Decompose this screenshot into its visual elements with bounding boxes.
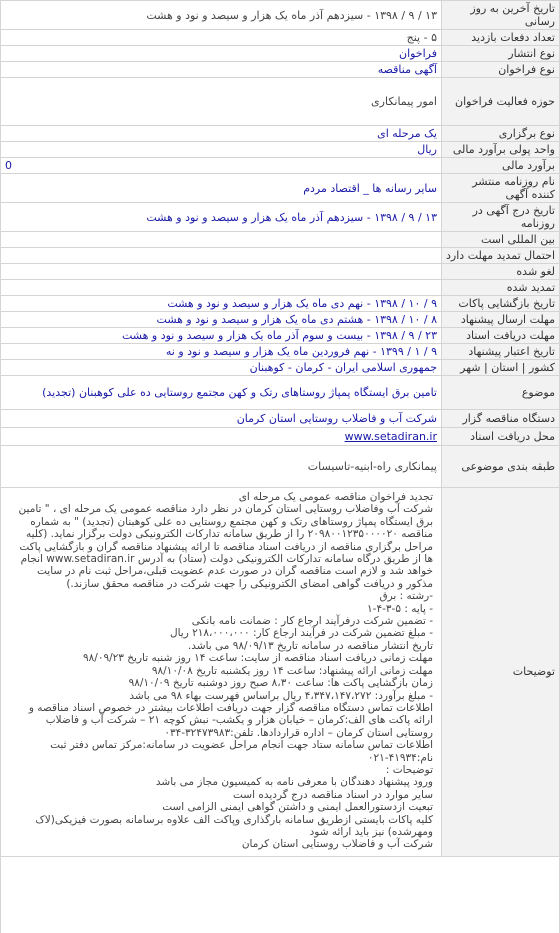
row-last-update — [1, 1, 560, 30]
label-docs-deadline: مهلت دریافت اسناد — [442, 328, 560, 344]
value-opening-date: ۹ / ۱۰ / ۱۳۹۸ - نهم دی ماه یک هزار و سیصد و نود و هشت — [1, 296, 442, 312]
row-opening-date — [1, 296, 560, 312]
label-description: توضیحات — [442, 488, 560, 857]
value-last-update: ۱۳ / ۹ / ۱۳۹۸ - سیزدهم آذر ماه یک هزار و سیصد و نود و هشت — [1, 1, 442, 30]
label-category: طبقه بندی موضوعی — [442, 446, 560, 488]
value-estimate: 0 — [1, 158, 442, 174]
row-description — [1, 488, 560, 857]
value-call-type: آگهی مناقصه — [1, 62, 442, 78]
row-activity-field — [1, 78, 560, 126]
value-extended — [1, 280, 442, 296]
row-call-type — [1, 62, 560, 78]
label-docs-location: محل دریافت اسناد — [442, 428, 560, 446]
value-international — [1, 232, 442, 248]
value-activity-field: امور پیمانکاری — [1, 78, 442, 126]
row-newspaper-date — [1, 203, 560, 232]
label-offer-validity: تاریخ اعتبار پیشنهاد — [442, 344, 560, 360]
label-estimate: برآورد مالی — [442, 158, 560, 174]
row-docs-location — [1, 428, 560, 446]
label-location: کشور | استان | شهر — [442, 360, 560, 376]
label-publish-type: نوع انتشار — [442, 46, 560, 62]
label-activity-field: حوزه فعالیت فراخوان — [442, 78, 560, 126]
description-text: تجدید فراخوان مناقصه عمومی یک مرحله ای شرکت آب وفاضلاب روستایی استان کرمان در نظر دارد مناقصه عمومی یک مرحله ای ، " تامین برق ایستگاه پمپاژ روستاهای رتک و کهن مجتمع روستایی ده علی کوهبنان (تجدید) " به شماره مناقصه ۲۰۹۸۰۰۱۲۳۵۰۰۰۰۲۰ را از طریق سامانه تدارکات الکترونیکی دولت برگزار نماید. (کلیه مراحل برگزاری مناقصه از دریافت اسناد مناقصه تا ارائه پیشنهاد مناقصه گران و بازگشایی پاکت ها از طریق درگاه سامانه تدارکات الکترونیکی دولت (ستاد) به آدرس www.setadiran.ir انجام خواهد شد و لازم است مناقصه گران در صورت عدم عضویت قبلی،مراحل ثبت نام در سایت مذکور و دریافت گواهی امضای الکترونیکی را جهت شرکت در مناقصه محقق سازند.) -رشته : برق - پایه : ۵-۳-۴-۱ - تضمین شرکت درفرآیند ارجاع کار : ضمانت نامه بانکی - مبلغ تضمین شرکت در فرآیند ارجاع کار: ۲۱۸،۰۰۰،۰۰۰ ریال تاریخ انتشار مناقصه در سامانه تاریخ ۹۸/۰۹/۱۳ می باشد. مهلت زمانی دریافت اسناد مناقصه از سایت: ساعت ۱۴ روز شنبه تاریخ ۹۸/۰۹/۲۳ مهلت زمانی ارائه پیشنهاد: ساعت ۱۴ روز یکشنبه تاریخ ۹۸/۱۰/۰۸ زمان بازگشایی پاکت ها: ساعت ۸،۳۰ صبح روز دوشنبه تاریخ ۹۸/۱۰/۰۹ - مبلغ برآورد: ۴،۳۴۷،۱۴۷،۲۷۲ ریال براساس فهرست بهاء ۹۸ می باشد اطلاعات تماس دستگاه مناقصه گزار جهت دریافت اطلاعات بیشتر در خصوص اسناد مناقصه و ارائه پاکت های الف:کرمان – خیابان هزار و یکشب- نبش کوچه ۲۱ – شرکت آب و فاضلاب روستایی استان کرمان – اداره قراردادها. تلفن:۳۲۴۷۳۹۸۳-۰۳۴ اطلاعات تماس سامانه ستاد جهت انجام مراحل عضویت در سامانه:مرکز تماس دفتر ثبت نام:۴۱۹۳۴-۰۲۱ توضیحات : ورود پیشنهاد دهندگان با معرفی نامه به کمیسیون مجاز می باشد سایر موارد در اسناد مناقصه درج گردیده است تبعیت ازدستورالعمل ایمنی و داشتن گواهی ایمنی الزامی است کلیه پاکات بایستی ازطریق سامانه بارگذاری وپاکت الف علاوه برسامانه بصورت فیزیکی(لاک ومهرشده) نیز باید ارائه شود شرکت آب و فاضلاب روستایی استان کرمان — [18, 491, 433, 851]
row-currency — [1, 142, 560, 158]
label-subject: موضوع — [442, 376, 560, 410]
blank-footer-area — [1, 856, 560, 933]
label-call-type: نوع فراخوان — [442, 62, 560, 78]
value-subject: تامین برق ایستگاه پمپاژ روستاهای رتک و کهن مجتمع روستایی ده علی کوهبنان (تجدید) — [1, 376, 442, 410]
row-docs-deadline — [1, 328, 560, 344]
row-blank — [1, 856, 560, 933]
value-cancelled — [1, 264, 442, 280]
label-newspaper-date: تاریخ درج آگهی در روزنامه — [442, 203, 560, 232]
label-cancelled: لغو شده — [442, 264, 560, 280]
row-offer-validity — [1, 344, 560, 360]
value-newspaper: سایر رسانه ها _ اقتصاد مردم — [1, 174, 442, 203]
value-docs-deadline: ۲۳ / ۹ / ۱۳۹۸ - بیست و سوم آذر ماه یک هزار و سیصد و نود و هشت — [1, 328, 442, 344]
value-publish-type: فراخوان — [1, 46, 442, 62]
label-submit-deadline: مهلت ارسال پیشنهاد — [442, 312, 560, 328]
value-newspaper-date: ۱۳ / ۹ / ۱۳۹۸ - سیزدهم آذر ماه یک هزار و سیصد و نود و هشت — [1, 203, 442, 232]
row-international — [1, 232, 560, 248]
row-location — [1, 360, 560, 376]
label-international: بین المللی است — [442, 232, 560, 248]
row-holding-type — [1, 126, 560, 142]
label-holding-type: نوع برگزاری — [442, 126, 560, 142]
row-organization — [1, 410, 560, 428]
row-estimate — [1, 158, 560, 174]
row-visit-count — [1, 30, 560, 46]
value-submit-deadline: ۸ / ۱۰ / ۱۳۹۸ - هشتم دی ماه یک هزار و سیصد و نود و هشت — [1, 312, 442, 328]
label-organization: دستگاه مناقصه گزار — [442, 410, 560, 428]
row-submit-deadline — [1, 312, 560, 328]
row-subject — [1, 376, 560, 410]
label-opening-date: تاریخ بازگشایی پاکات — [442, 296, 560, 312]
row-category — [1, 446, 560, 488]
label-visit-count: تعداد دفعات بازدید — [442, 30, 560, 46]
label-extension-possible: احتمال تمدید مهلت دارد — [442, 248, 560, 264]
value-currency: ریال — [1, 142, 442, 158]
label-newspaper: نام روزنامه منتشر کننده آگهی — [442, 174, 560, 203]
row-newspaper — [1, 174, 560, 203]
value-extension-possible — [1, 248, 442, 264]
label-currency: واحد پولی برآورد مالی — [442, 142, 560, 158]
value-holding-type: یک مرحله ای — [1, 126, 442, 142]
row-extension-possible — [1, 248, 560, 264]
value-visit-count: ۵ - پنج — [1, 30, 442, 46]
value-organization: شرکت آب و فاضلاب روستایی استان کرمان — [1, 410, 442, 428]
label-extended: تمدید شده — [442, 280, 560, 296]
row-extended — [1, 280, 560, 296]
row-cancelled — [1, 264, 560, 280]
value-location: جمهوری اسلامی ایران - کرمان - کوهبنان — [1, 360, 442, 376]
docs-location-link[interactable]: www.setadiran.ir — [344, 430, 437, 443]
value-category: پیمانکاری راه-ابنیه-تاسیسات — [1, 446, 442, 488]
row-publish-type — [1, 46, 560, 62]
value-offer-validity: ۹ / ۱ / ۱۳۹۹ - نهم فروردین ماه یک هزار و سیصد و نود و نه — [1, 344, 442, 360]
label-last-update: تاریخ آخرین به روز رسانی — [442, 1, 560, 30]
